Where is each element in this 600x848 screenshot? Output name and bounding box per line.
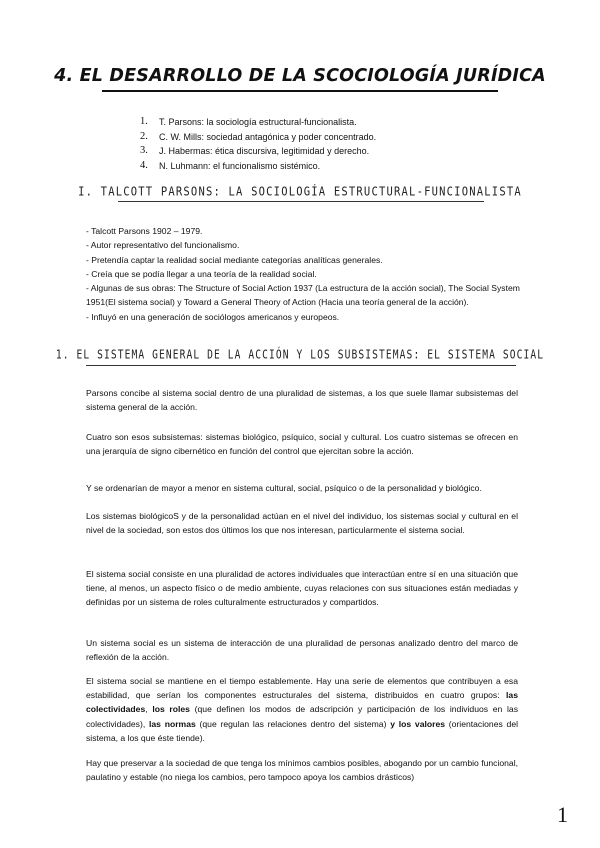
paragraph-text: El sistema social se mantiene en el tiempo establemente. Hay una serie de elementos que contribuyen a esa estabilidad, que serían los componentes estructurales del sistema, distribuidos en cuatro grupos: [86, 676, 518, 701]
page-number: 1 [557, 802, 568, 827]
paragraph: Un sistema social es un sistema de interacción de una pluralidad de personas analizado dentro del marco de reflexión de la acción. [86, 638, 518, 663]
paragraph: Los sistemas biológicoS y de la personalidad actúan en el nivel del individuo, los sistemas social y cultural en el nivel de la sociedad, son estos dos últimos los que nos interesan, particularmente el sistema social. [86, 511, 518, 536]
toc-text: C. W. Mills: sociedad antagónica y poder concentrado. [159, 131, 377, 142]
biography-list [86, 224, 522, 324]
list-item: - Pretendía captar la realidad social mediante categorías analíticas generales. [86, 254, 383, 265]
bold-term: las normas [149, 718, 196, 729]
toc-text: N. Luhmann: el funcionalismo sistémico. [159, 160, 321, 171]
toc-number: 1. [140, 116, 148, 127]
toc-number: 2. [140, 130, 148, 142]
paragraph-text: (orientaciones del sistema, a los que éste tiende). [86, 718, 519, 743]
list-item: - Talcott Parsons 1902 – 1979. [86, 226, 203, 236]
paragraph-text: (que definen los modos de adscripción y participación de los individuos en las colectividades), [86, 704, 518, 729]
paragraph-text: (que regulan las relaciones dentro del sistema) [195, 718, 391, 729]
section-heading-underline [86, 365, 516, 366]
bold-term: y los valores [390, 718, 446, 729]
toc-item [140, 144, 376, 159]
toc-number: 3. [140, 145, 148, 156]
table-of-contents [140, 115, 376, 173]
paragraph: Parsons concibe al sistema social dentro de una pluralidad de sistemas, a los que suele llamar subsistemas del sistema general de la acción. [86, 388, 518, 413]
section-heading-parsons: I. TALCOTT PARSONS: LA SOCIOLOGÍA ESTRUCTURAL-FUNCIONALISTA [78, 185, 522, 199]
list-item: - Algunas de sus obras: The Structure of Social Action 1937 (La estructura de la acción social), The Social System 1951(El sistema social) y Toward a General Theory of Action (Hacia una teoría general de la acción). [86, 283, 520, 308]
toc-item [140, 130, 376, 145]
paragraph: El sistema social consiste en una pluralidad de actores individuales que interactúan entre sí en una situación que tiene, al menos, un aspecto físico o de medio ambiente, cuyas relaciones con sus situaciones están mediadas y definidas por un sistema de roles culturalmente estructurados y compartidos. [86, 569, 518, 608]
bold-term: los roles [152, 704, 190, 715]
list-item: - Autor representativo del funcionalismo. [86, 240, 240, 251]
toc-item [140, 159, 376, 174]
toc-number: 4. [140, 159, 148, 171]
paragraph: Hay que preservar a la sociedad de que tenga los mínimos cambios posibles, abogando por un cambio funcional, paulatino y estable (no niega los cambios, pero tampoco apoya los cambios drásticos) [86, 758, 518, 783]
toc-item [140, 115, 376, 130]
section-heading-underline [118, 201, 484, 202]
section-heading-general-system: 1. EL SISTEMA GENERAL DE LA ACCIÓN Y LOS SUBSISTEMAS: EL SISTEMA SOCIAL [55, 348, 545, 363]
paragraph: Cuatro son esos subsistemas: sistemas biológico, psíquico, social y cultural. Los cuatro sistemas se ofrecen en una jerarquía de signo cibernético en función del control que ejercitan sobre la acción. [86, 432, 518, 457]
paragraph-components [86, 674, 518, 745]
toc-text: T. Parsons: la sociología estructural-funcionalista. [159, 117, 357, 127]
toc-text: J. Habermas: ética discursiva, legitimidad y derecho. [159, 146, 370, 156]
paragraph: Y se ordenarían de mayor a menor en sistema cultural, social, psíquico o de la personalidad y biológico. [86, 483, 482, 493]
document-title: 4. EL DESARROLLO DE LA SCOCIOLOGÍA JURÍDICA [54, 66, 546, 86]
list-item: - Creía que se podía llegar a una teoría de la realidad social. [86, 268, 317, 279]
paragraph-text: , [145, 704, 153, 715]
bold-term: las colectividades [86, 690, 518, 715]
list-item: - Influyó en una generación de sociólogos americanos y europeos. [86, 311, 340, 322]
title-underline [102, 90, 498, 92]
